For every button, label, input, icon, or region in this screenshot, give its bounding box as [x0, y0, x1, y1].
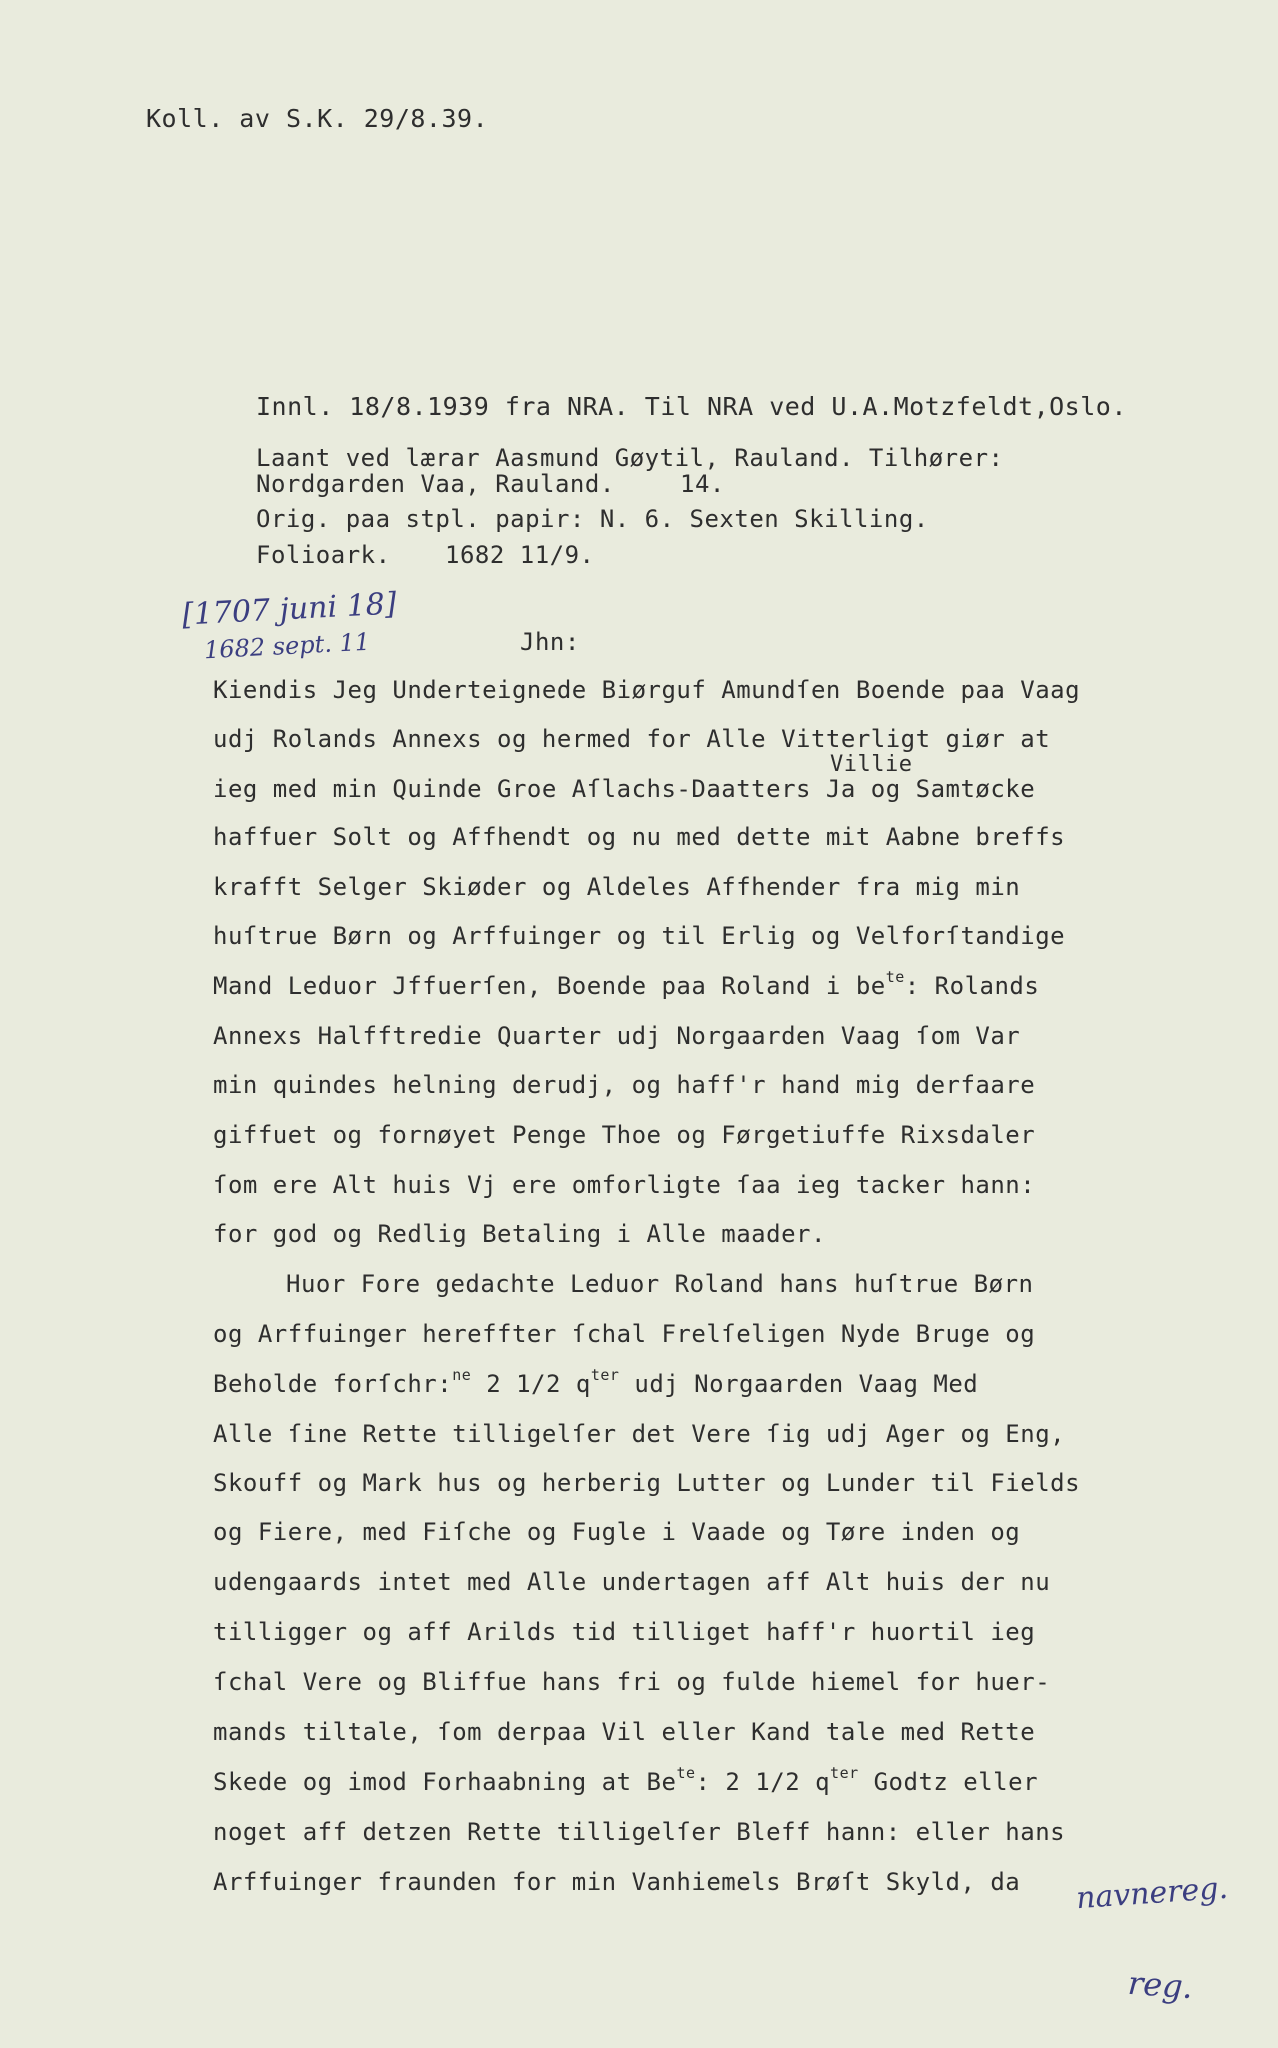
- transcription-insertion: Villie: [830, 752, 913, 777]
- transcription-line-21: ſchal Vere og Bliffue hans fri og fulde hiemel for huer-: [213, 1668, 1051, 1696]
- line-23-text-c: Godtz eller: [858, 1768, 1039, 1796]
- transcription-line-16: Alle ſine Rette tilligelſer det Vere ſig udj Ager og Eng,: [213, 1420, 1066, 1448]
- transcription-line-17: Skouff og Mark hus og herberig Lutter og Lunder til Fields: [213, 1469, 1081, 1497]
- transcription-opening: Jhn:: [520, 628, 580, 656]
- provenance-date: 1682 11/9.: [445, 541, 595, 569]
- transcription-line-6: huſtrue Børn og Arffuinger og til Erlig og Velforſtandige: [213, 922, 1066, 950]
- provenance-number: 14.: [680, 470, 725, 498]
- transcription-line-20: tilligger og aff Arilds tid tilliget haff'r huortil ieg: [213, 1618, 1036, 1646]
- line-7-superscript: te: [885, 968, 905, 986]
- handwritten-date-correction: 1682 sept. 11: [203, 627, 371, 665]
- transcription-line-2: udj Rolands Annexs og hermed for Alle Vitterligt giør at: [213, 725, 1051, 753]
- handwritten-register-note: navnereg.: [1074, 1870, 1230, 1917]
- transcription-line-18: og Fiere, med Fiſche og Fugle i Vaade og Tøre inden og: [213, 1518, 1021, 1546]
- transcription-line-5: krafft Selger Skiøder og Aldeles Affhender fra mig min: [213, 873, 1021, 901]
- line-7-text-b: : Rolands: [904, 972, 1040, 1000]
- provenance-line-5: Folioark.: [256, 541, 391, 569]
- transcription-line-15: [213, 1366, 979, 1398]
- transcription-line-24: noget aff detzen Rette tilligelſer Bleff hann: eller hans: [213, 1818, 1066, 1846]
- line-15-text-c: udj Norgaarden Vaag Med: [619, 1370, 979, 1398]
- transcription-line-9: min quindes helning derudj, og haff'r hand mig derfaare: [213, 1071, 1036, 1099]
- transcription-line-11: ſom ere Alt huis Vj ere omforligte ſaa ieg tacker hann:: [213, 1171, 1036, 1199]
- line-15-text-b: 2 1/2 q: [471, 1370, 591, 1398]
- provenance-line-4: Orig. paa stpl. papir: N. 6. Sexten Skilling.: [256, 505, 929, 533]
- line-23-text-b: : 2 1/2 q: [695, 1768, 831, 1796]
- transcription-line-7: [213, 968, 1040, 1000]
- collection-note: Koll. av S.K. 29/8.39.: [146, 104, 489, 133]
- transcription-line-8: Annexs Halfftredie Quarter udj Norgaarden Vaag ſom Var: [213, 1022, 1021, 1050]
- transcription-line-3: ieg med min Quinde Groe Aſlachs-Daatters Ja og Samtøcke: [213, 775, 1036, 803]
- line-23-text-a: Skede og imod Forhaabning at Be: [213, 1768, 677, 1796]
- line-15-text-a: Beholde forſchr:: [213, 1370, 453, 1398]
- transcription-line-25: Arffuinger fraunden for min Vanhiemels Brøſt Skyld, da: [213, 1868, 1021, 1896]
- transcription-line-12: for god og Redlig Betaling i Alle maader.: [213, 1220, 826, 1248]
- provenance-line-1: Innl. 18/8.1939 fra NRA. Til NRA ved U.A.Motzfeldt,Oslo.: [256, 392, 1127, 421]
- transcription-line-4: haffuer Solt og Affhendt og nu med dette mit Aabne breffs: [213, 823, 1066, 851]
- line-15-superscript-2: ter: [590, 1366, 620, 1384]
- transcription-line-22: mands tiltale, ſom derpaa Vil eller Kand tale med Rette: [213, 1718, 1036, 1746]
- line-7-text-a: Mand Leduor Jffuerſen, Boende paa Roland i be: [213, 972, 886, 1000]
- transcription-line-1: Kiendis Jeg Underteignede Biørguf Amundſen Boende paa Vaag: [213, 676, 1081, 704]
- transcription-line-14: og Arffuinger hereffter ſchal Frelſeligen Nyde Bruge og: [213, 1320, 1036, 1348]
- transcription-line-13: Huor Fore gedachte Leduor Roland hans huſtrue Børn: [286, 1270, 1034, 1298]
- transcription-line-23: [213, 1764, 1039, 1796]
- handwritten-reg-note: reg.: [1126, 1963, 1195, 2007]
- line-23-superscript-1: te: [676, 1764, 696, 1782]
- handwritten-date-bracket: [1707 juni 18]: [181, 586, 398, 633]
- provenance-line-3: Nordgarden Vaa, Rauland.: [256, 470, 615, 498]
- provenance-line-2: Laant ved lærar Aasmund Gøytil, Rauland. Tilhører:: [256, 444, 1004, 472]
- line-15-superscript-1: ne: [452, 1366, 472, 1384]
- transcription-line-19: udengaards intet med Alle undertagen aff Alt huis der nu: [213, 1568, 1051, 1596]
- line-23-superscript-2: ter: [830, 1764, 859, 1782]
- transcription-line-10: giffuet og fornøyet Penge Thoe og Førgetiuffe Rixsdaler: [213, 1121, 1036, 1149]
